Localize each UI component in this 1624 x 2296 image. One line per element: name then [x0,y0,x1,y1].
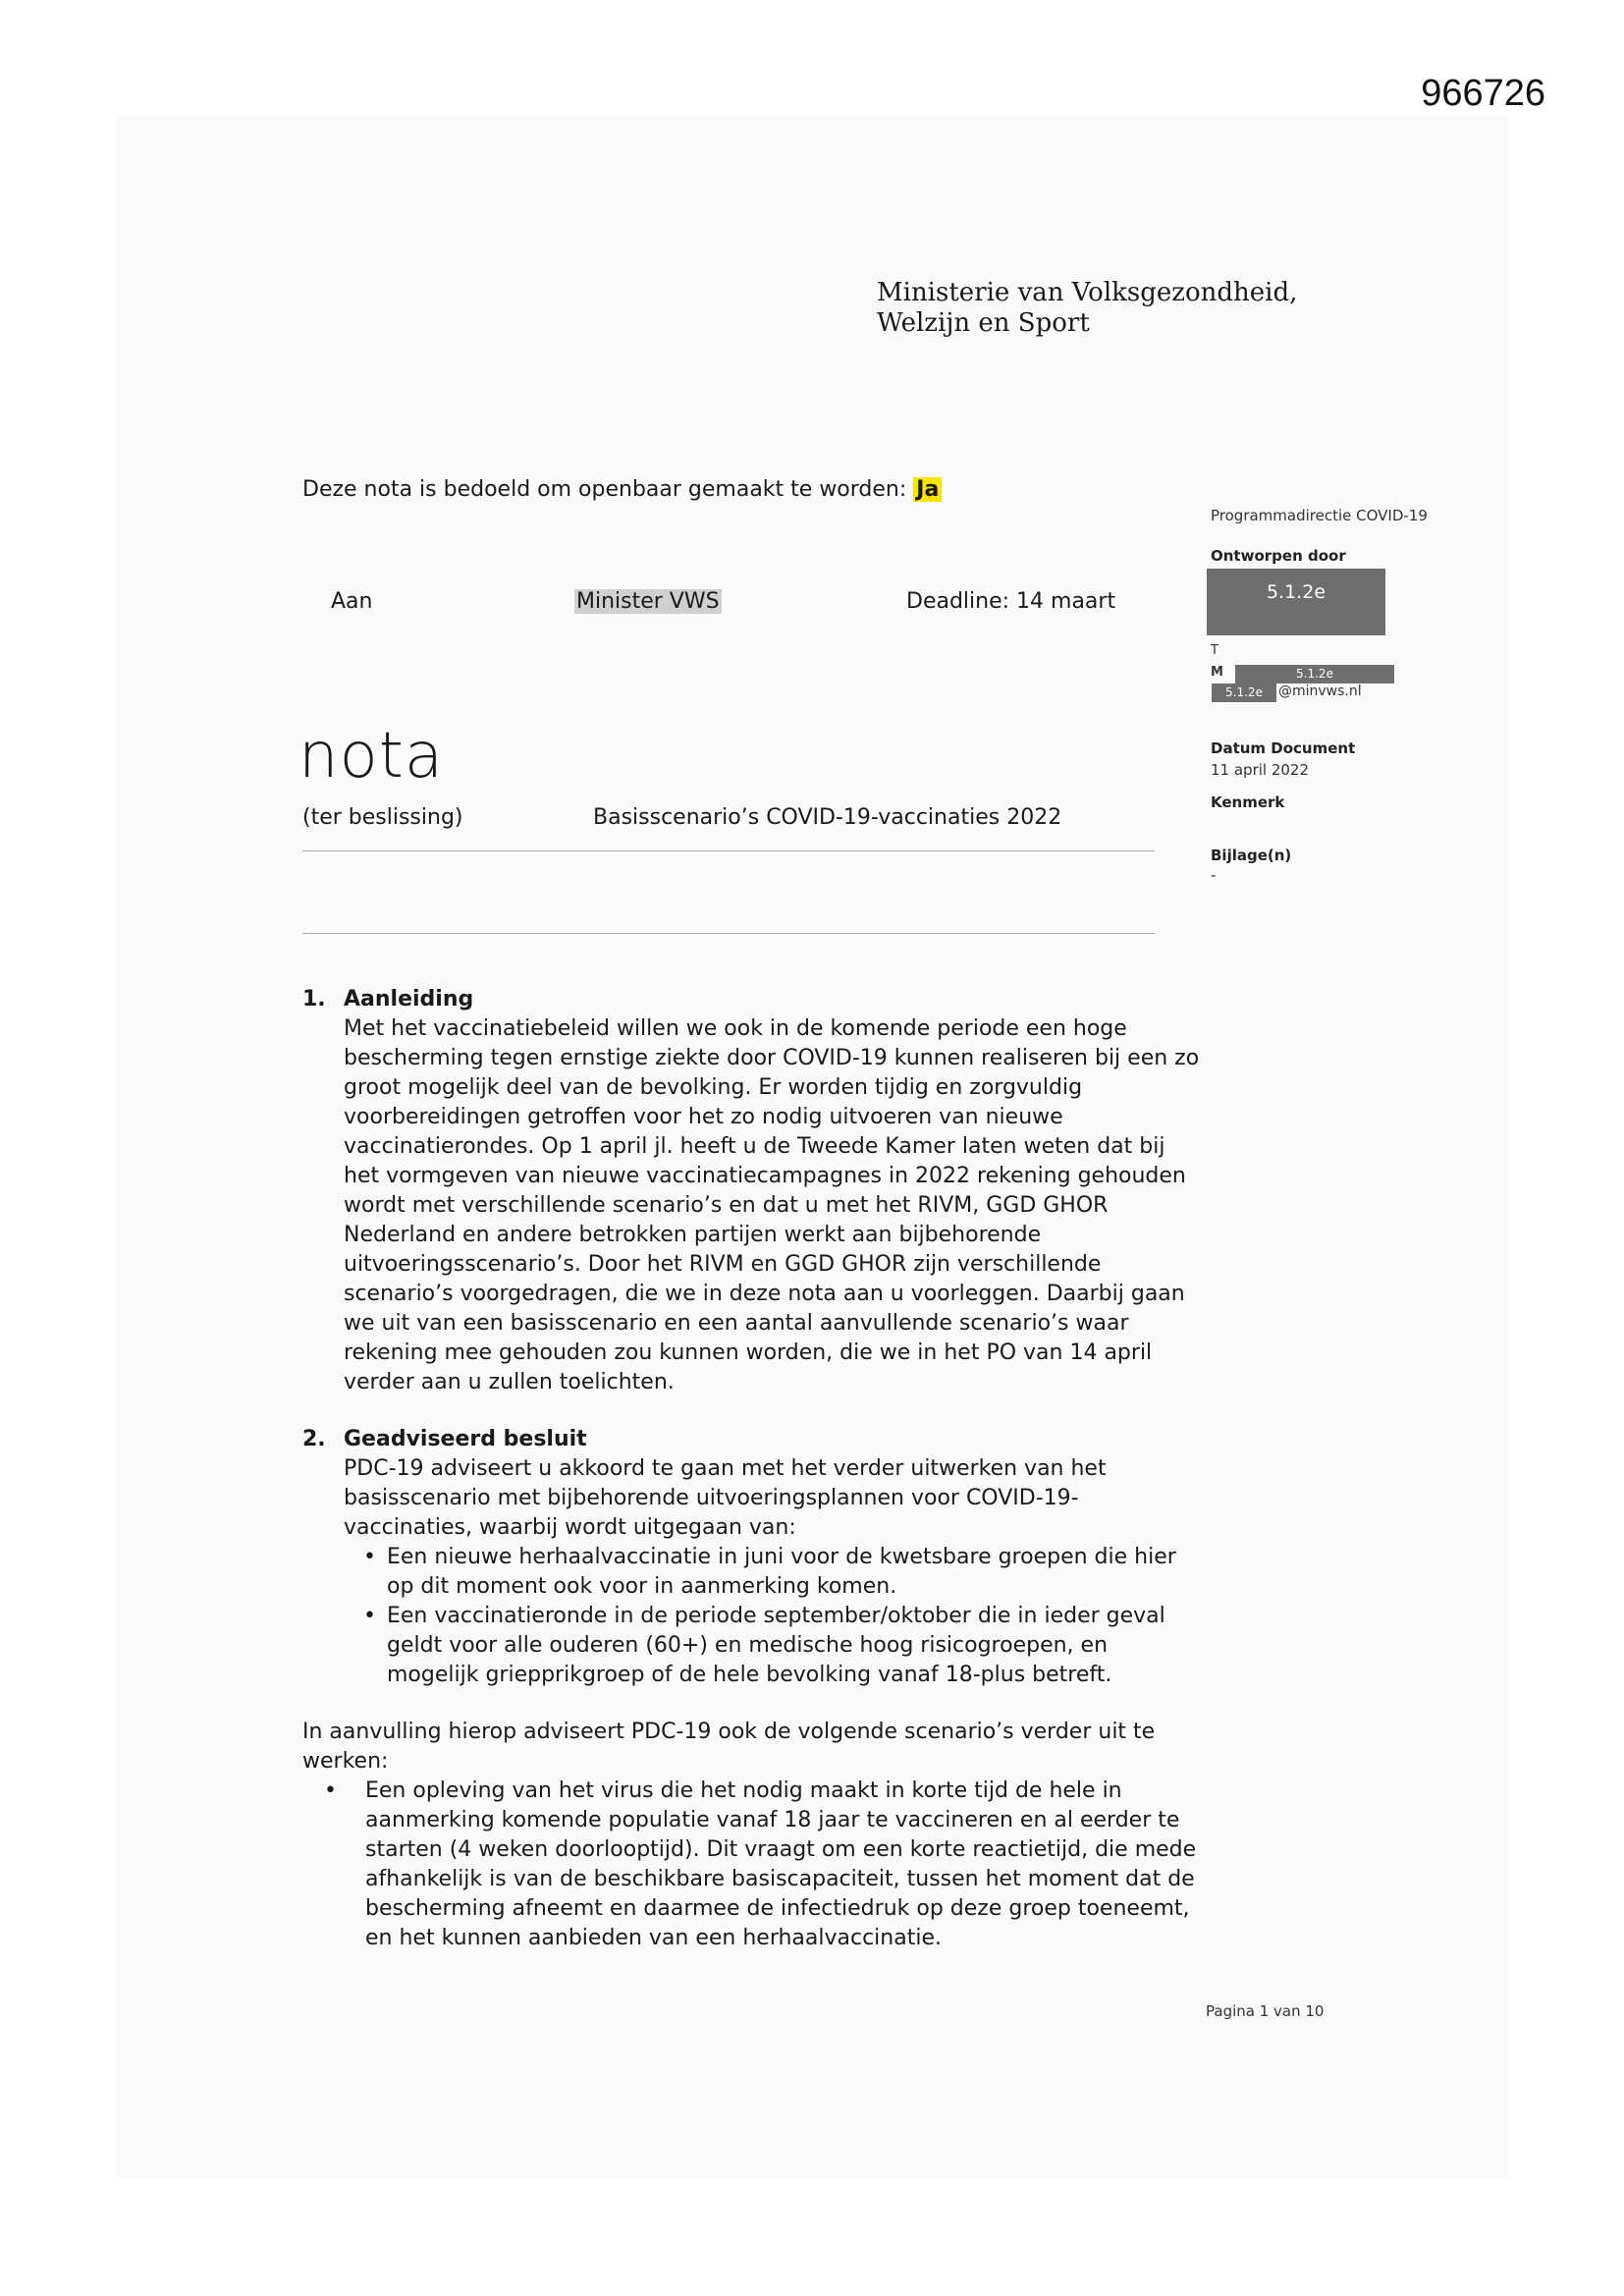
sidebar-phone-label: T [1211,643,1218,658]
additional-intro: In aanvulling hierop adviseert PDC-19 ook de volgende scenario’s verder uit te werken: [302,1720,1156,1774]
document-subtype: (ter beslissing) [302,805,463,830]
list-item [302,1602,1206,1690]
sidebar-date-value: 11 april 2022 [1211,761,1310,779]
sidebar-email-suffix: @minvws.nl [1278,683,1362,699]
redaction-code: 5.1.2e [1296,667,1333,681]
publication-answer: Ja [913,477,942,502]
redaction-block-mobile [1235,665,1394,683]
sidebar-mobile-label: M [1211,665,1223,680]
section-heading [302,1425,1206,1454]
to-value: Minister VWS [576,589,720,614]
section-heading [302,985,1206,1014]
list-item-text: Een opleving van het virus die het nodig maakt in korte tijd de hele in aanmerking komende populatie vanaf 18 jaar te vaccineren en al eerder te starten (4 weken doorlooptijd). Dit vraagt om een korte reactietijd, die mede afhankelijk is van de beschikbare basiscapaciteit, tussen het moment dat de bescherming afneemt en daarmee de infectiedruk op deze groep toeneemt, en het kunnen aanbieden van een herhaalvaccinatie. [365,1778,1197,1950]
bullet-icon: • [324,1778,337,1803]
scenario-bullet-list [302,1777,1206,1953]
sidebar-reference-label: Kenmerk [1211,793,1285,811]
section-number: 2. [302,1427,326,1451]
advice-bullet-list [302,1543,1206,1690]
section-number: 1. [302,987,326,1011]
redaction-code: 5.1.2e [1225,685,1263,699]
section-additional-scenarios [302,1718,1206,1953]
sidebar-designed-by-label: Ontworpen door [1211,547,1346,565]
section-text: PDC-19 adviseert u akkoord te gaan met het verder uitwerken van het basisscenario met bijbehorende uitvoeringsplannen voor COVID-19-vaccinaties, waarbij wordt uitgegaan van: [344,1456,1107,1540]
deadline: Deadline: 14 maart [906,589,1116,614]
ministry-logo-text [877,278,1297,339]
document-number: 966726 [1421,73,1545,114]
bullet-icon: • [363,1604,376,1628]
to-label: Aan [331,589,373,614]
ministry-line-1: Ministerie van Volksgezondheid, [877,278,1298,307]
list-item-text: Een nieuwe herhaalvaccinatie in juni voor de kwetsbare groepen die hier op dit moment ook voor in aanmerking komen. [387,1545,1176,1599]
section-title: Aanleiding [344,987,474,1011]
list-item-text: Een vaccinatieronde in de periode september/oktober die in ieder geval geldt voor alle ouderen (60+) en medische hoog risicogroepen, en mogelijk griepprikgroep of de hele bevolking vanaf 18-plus betreft. [387,1604,1165,1687]
bullet-icon: • [363,1545,376,1569]
sidebar-date-label: Datum Document [1211,739,1356,757]
divider-bottom [302,933,1155,934]
divider-top [302,850,1155,851]
sidebar-attachments-value: - [1211,866,1217,884]
redaction-block-email [1212,683,1276,702]
ministry-line-2: Welzijn en Sport [877,308,1090,338]
section-geadviseerd-besluit [302,1425,1206,1690]
document-type: nota [298,720,445,793]
redaction-code: 5.1.2e [1266,581,1326,603]
sidebar-department: Programmadirectie COVID-19 [1211,507,1428,524]
list-item [302,1777,1206,1953]
sidebar-attachments-label: Bijlage(n) [1211,847,1292,864]
document-subject: Basisscenario’s COVID-19-vaccinaties 2022 [593,805,1062,830]
document-body [302,985,1206,1981]
section-title: Geadviseerd besluit [344,1427,587,1451]
section-aanleiding [302,985,1206,1397]
publication-statement [302,477,942,502]
publication-text: Deze nota is bedoeld om openbaar gemaakt te worden: [302,477,907,502]
section-text: Met het vaccinatiebeleid willen we ook in de komende periode een hoge bescherming tegen ernstige ziekte door COVID-19 kunnen realiseren bij een zo groot mogelijk deel van de bevolking. Er worden tijdig en zorgvuldig voorbereidingen getroffen voor het zo nodig uitvoeren van nieuwe vaccinatierondes. Op 1 april jl. heeft u de Tweede Kamer laten weten dat bij het vormgeven van nieuwe vaccinatiecampagnes in 2022 rekening gehouden wordt met verschillende scenario’s en dat u met het RIVM, GGD GHOR Nederland en andere betrokken partijen werkt aan bijbehorende uitvoeringsscenario’s. Door het RIVM en GGD GHOR zijn verschillende scenario’s voorgedragen, die we in deze nota aan u voorleggen. Daarbij gaan we uit van een basisscenario en een aantal aanvullende scenario’s waar rekening mee gehouden zou kunnen worden, die we in het PO van 14 april verder aan u zullen toelichten. [344,1016,1200,1394]
redaction-block-author [1207,569,1385,635]
list-item [302,1543,1206,1602]
page-number: Pagina 1 van 10 [1206,2002,1325,2020]
